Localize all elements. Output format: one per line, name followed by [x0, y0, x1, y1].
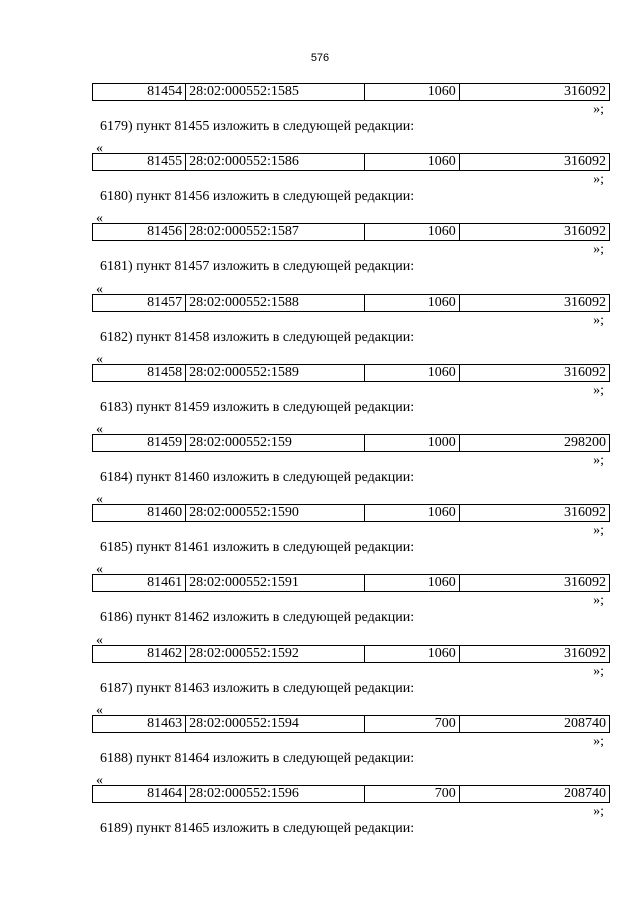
value-cell: 316092 [459, 575, 609, 592]
open-quote: « [96, 422, 103, 437]
registry-table [92, 785, 610, 803]
item-number-cell: 81454 [93, 84, 186, 101]
cadastral-number-cell: 28:02:000552:1587 [186, 224, 364, 241]
close-quote: »; [593, 523, 604, 539]
item-number-cell: 81456 [93, 224, 186, 241]
amendment-block [0, 774, 640, 844]
item-number-cell: 81463 [93, 715, 186, 732]
cadastral-number-cell: 28:02:000552:1590 [186, 505, 364, 522]
item-number-cell: 81457 [93, 294, 186, 311]
amendment-block [0, 563, 640, 633]
close-quote: »; [593, 382, 604, 398]
registry-table [92, 223, 610, 241]
amendment-block [0, 704, 640, 774]
value-cell: 316092 [459, 505, 609, 522]
amendment-block [0, 283, 640, 353]
value-cell: 208740 [459, 715, 609, 732]
open-quote: « [96, 281, 103, 297]
close-quote: »; [593, 102, 604, 117]
amendment-block [0, 353, 640, 423]
close-quote: »; [593, 172, 604, 188]
amendment-block [0, 634, 640, 704]
value-cell: 298200 [459, 435, 609, 452]
amendment-block [0, 142, 640, 212]
amendment-block [0, 212, 640, 282]
amendment-instruction: 6189) пункт 81465 изложить в следующей редакции: [100, 821, 415, 836]
table-row [93, 505, 610, 522]
table-row [93, 786, 610, 803]
cadastral-number-cell: 28:02:000552:1591 [186, 575, 364, 592]
open-quote: « [96, 141, 103, 157]
cadastral-number-cell: 28:02:000552:1588 [186, 294, 364, 311]
amendment-instruction: 6182) пункт 81458 изложить в следующей редакции: [100, 329, 415, 345]
registry-table [92, 83, 610, 101]
cadastral-number-cell: 28:02:000552:1594 [186, 715, 364, 732]
table-row [93, 294, 610, 311]
table-row [93, 715, 610, 732]
cadastral-number-cell: 28:02:000552:1586 [186, 154, 364, 171]
open-quote: « [96, 773, 103, 788]
value-cell: 208740 [459, 786, 609, 803]
area-cell: 1000 [364, 435, 459, 452]
area-cell: 1060 [364, 575, 459, 592]
cadastral-number-cell: 28:02:000552:159 [186, 435, 364, 452]
cadastral-number-cell: 28:02:000552:1596 [186, 786, 364, 803]
value-cell: 316092 [459, 84, 609, 101]
close-quote: »; [593, 453, 604, 468]
amendment-instruction: 6188) пункт 81464 изложить в следующей редакции: [100, 750, 415, 766]
amendment-instruction: 6187) пункт 81463 изложить в следующей редакции: [100, 680, 415, 696]
close-quote: »; [593, 593, 604, 609]
value-cell: 316092 [459, 224, 609, 241]
table-row [93, 154, 610, 171]
registry-table [92, 645, 610, 663]
item-number-cell: 81458 [93, 364, 186, 381]
cadastral-number-cell: 28:02:000552:1589 [186, 364, 364, 381]
amendment-instruction: 6186) пункт 81462 изложить в следующей редакции: [100, 610, 415, 626]
page-number: 576 [310, 52, 330, 64]
close-quote: »; [593, 804, 604, 819]
value-cell: 316092 [459, 645, 609, 662]
cadastral-number-cell: 28:02:000552:1585 [186, 84, 364, 101]
area-cell: 1060 [364, 505, 459, 522]
item-number-cell: 81460 [93, 505, 186, 522]
area-cell: 1060 [364, 84, 459, 101]
value-cell: 316092 [459, 154, 609, 171]
open-quote: « [96, 211, 103, 227]
item-number-cell: 81459 [93, 435, 186, 452]
area-cell: 700 [364, 786, 459, 803]
table-row [93, 364, 610, 381]
registry-table [92, 294, 610, 312]
amendment-block [0, 72, 640, 142]
table-row [93, 575, 610, 592]
amendment-instruction: 6184) пункт 81460 изложить в следующей редакции: [100, 470, 415, 485]
table-row [93, 435, 610, 452]
close-quote: »; [593, 663, 604, 679]
area-cell: 1060 [364, 364, 459, 381]
registry-table [92, 715, 610, 733]
cadastral-number-cell: 28:02:000552:1592 [186, 645, 364, 662]
table-row [93, 224, 610, 241]
amendment-instruction: 6185) пункт 81461 изложить в следующей редакции: [100, 540, 415, 556]
item-number-cell: 81464 [93, 786, 186, 803]
open-quote: « [96, 702, 103, 718]
amendment-block [0, 493, 640, 563]
area-cell: 700 [364, 715, 459, 732]
item-number-cell: 81461 [93, 575, 186, 592]
amendment-instruction: 6179) пункт 81455 изложить в следующей редакции: [100, 119, 415, 134]
amendment-instruction: 6183) пункт 81459 изложить в следующей редакции: [100, 399, 415, 415]
open-quote: « [96, 492, 103, 508]
value-cell: 316092 [459, 294, 609, 311]
registry-table [92, 153, 610, 171]
close-quote: »; [593, 733, 604, 749]
area-cell: 1060 [364, 224, 459, 241]
area-cell: 1060 [364, 294, 459, 311]
item-number-cell: 81462 [93, 645, 186, 662]
area-cell: 1060 [364, 154, 459, 171]
close-quote: »; [593, 242, 604, 258]
amendment-instruction: 6180) пункт 81456 изложить в следующей редакции: [100, 189, 415, 205]
table-row [93, 645, 610, 662]
open-quote: « [96, 562, 103, 578]
close-quote: »; [593, 312, 604, 328]
open-quote: « [96, 351, 103, 367]
amendment-block [0, 423, 640, 493]
registry-table [92, 504, 610, 522]
table-row [93, 84, 610, 101]
area-cell: 1060 [364, 645, 459, 662]
value-cell: 316092 [459, 364, 609, 381]
item-number-cell: 81455 [93, 154, 186, 171]
registry-table [92, 574, 610, 592]
registry-table [92, 364, 610, 382]
registry-table [92, 434, 610, 452]
amendment-instruction: 6181) пункт 81457 изложить в следующей редакции: [100, 259, 415, 275]
open-quote: « [96, 632, 103, 648]
